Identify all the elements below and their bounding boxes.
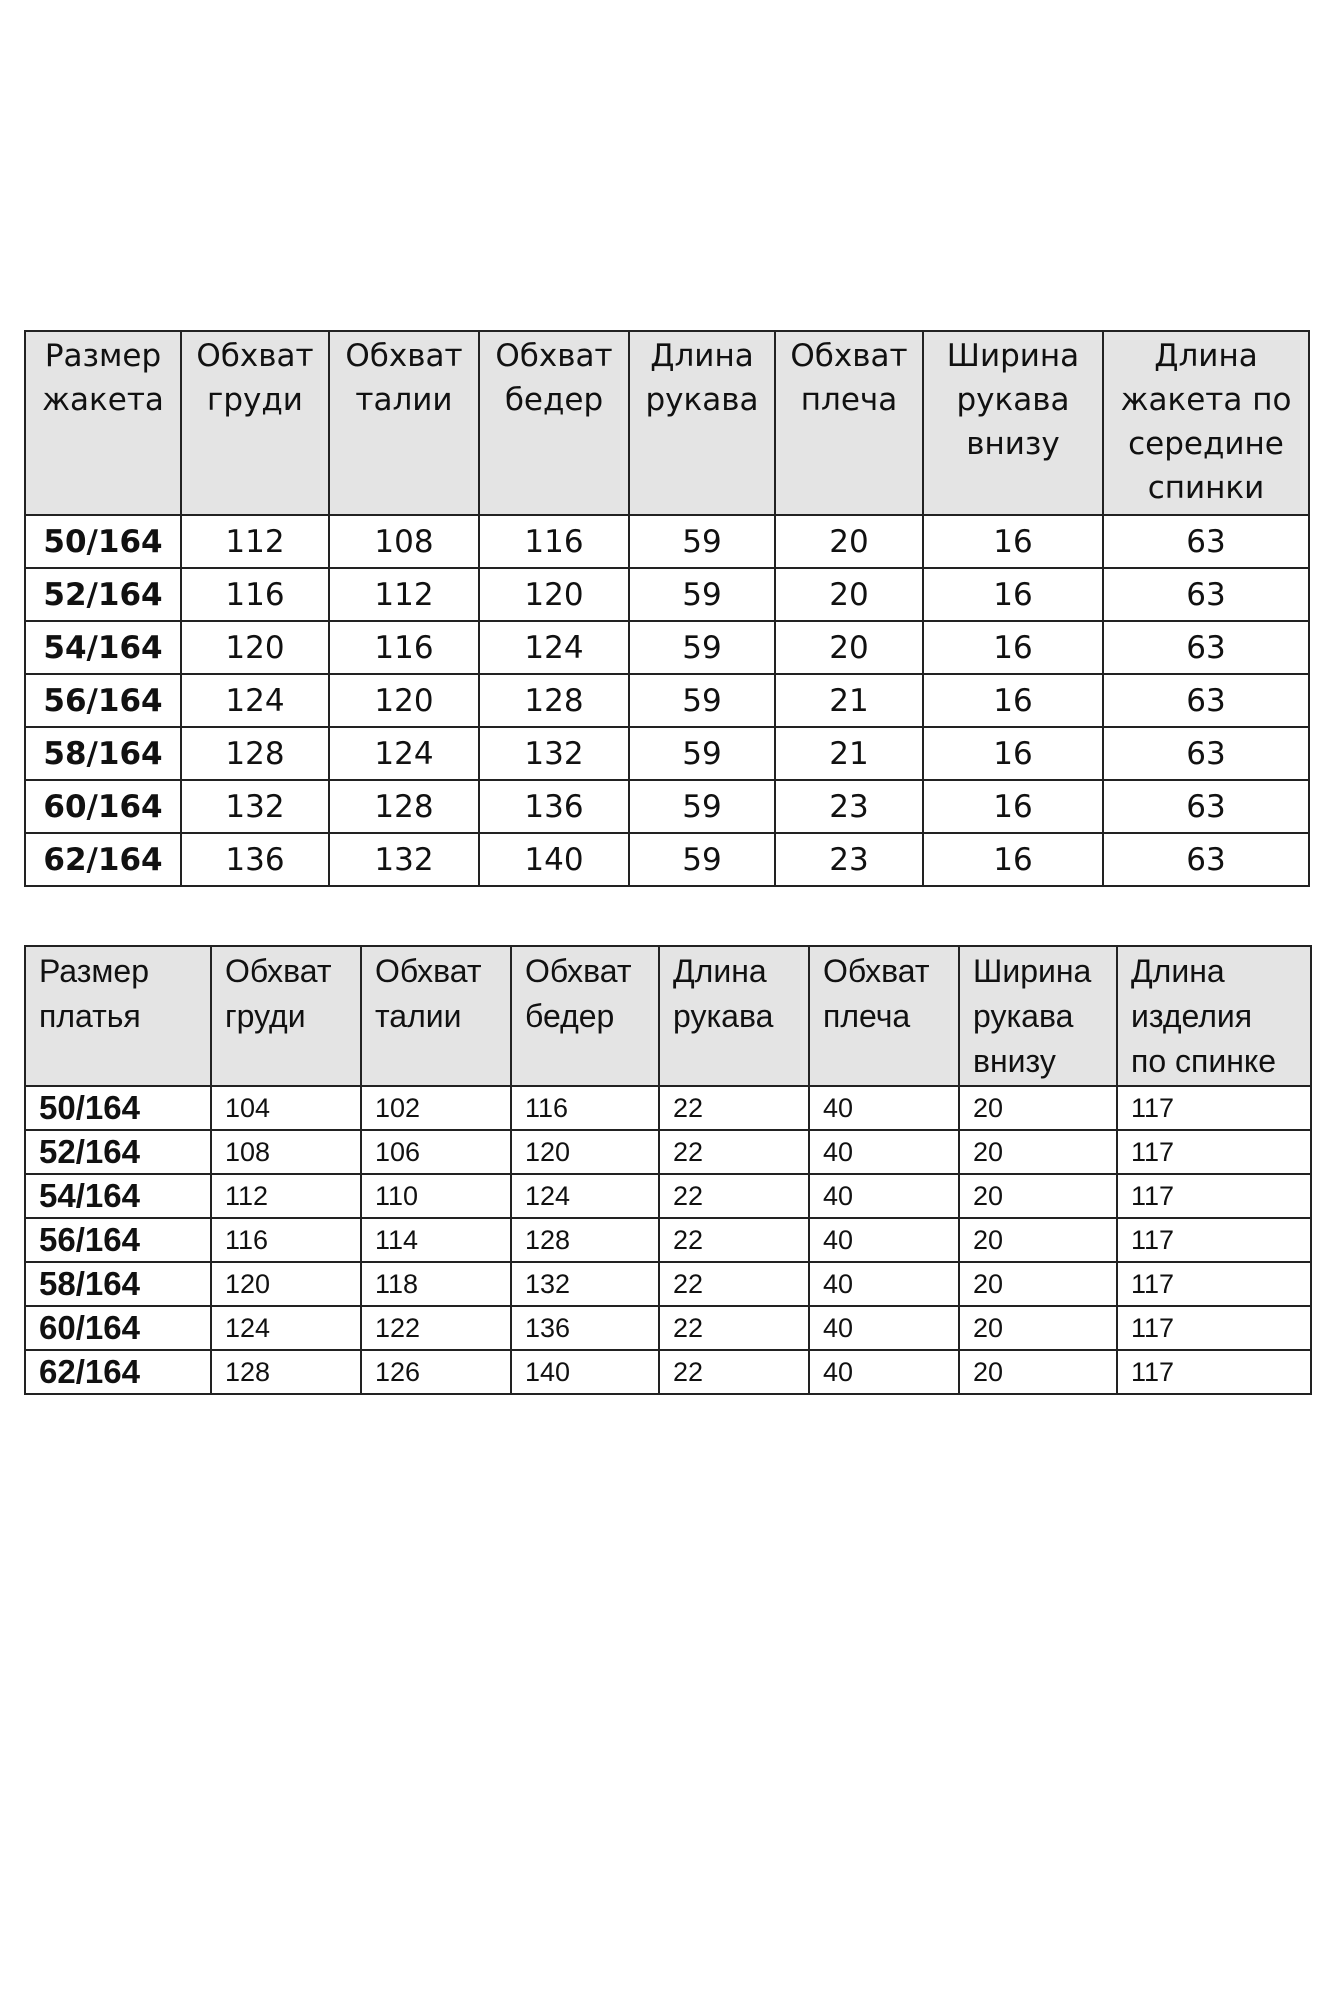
measurement-cell: 63: [1103, 780, 1309, 833]
column-header-text: внизу: [973, 1043, 1056, 1079]
measurement-cell: 112: [211, 1174, 361, 1218]
column-header: [809, 946, 959, 1086]
column-header-text: талии: [355, 382, 453, 418]
size-cell: 58/164: [25, 1262, 211, 1306]
column-header-text: плеча: [823, 998, 911, 1034]
measurement-cell: 117: [1117, 1130, 1311, 1174]
column-header: [511, 946, 659, 1086]
column-header: [1117, 946, 1311, 1086]
measurement-cell: 63: [1103, 568, 1309, 621]
measurement-cell: 59: [629, 621, 775, 674]
table-row: [25, 1306, 1311, 1350]
column-header-text: Размер: [44, 338, 162, 374]
measurement-cell: 22: [659, 1174, 809, 1218]
measurement-cell: 20: [959, 1262, 1117, 1306]
table-row: [25, 1086, 1311, 1130]
measurement-cell: 136: [181, 833, 329, 886]
table-row: [25, 1350, 1311, 1394]
measurement-cell: 116: [211, 1218, 361, 1262]
column-header-text: Обхват: [375, 953, 482, 989]
measurement-cell: 106: [361, 1130, 511, 1174]
column-header-text: рукава: [973, 998, 1074, 1034]
measurement-cell: 112: [181, 515, 329, 568]
measurement-cell: 128: [511, 1218, 659, 1262]
column-header-text: Обхват: [196, 338, 314, 374]
table-row: [25, 833, 1309, 886]
measurement-cell: 102: [361, 1086, 511, 1130]
measurement-cell: 21: [775, 727, 923, 780]
column-header-text: рукава: [645, 382, 759, 418]
measurement-cell: 132: [329, 833, 479, 886]
column-header-text: Ширина: [946, 338, 1080, 374]
measurement-cell: 116: [511, 1086, 659, 1130]
measurement-cell: 22: [659, 1306, 809, 1350]
column-header: [923, 331, 1103, 515]
measurement-cell: 59: [629, 833, 775, 886]
column-header: [775, 331, 923, 515]
table-row: [25, 727, 1309, 780]
measurement-cell: 122: [361, 1306, 511, 1350]
size-cell: 58/164: [25, 727, 181, 780]
measurement-cell: 132: [511, 1262, 659, 1306]
table-row: [25, 1262, 1311, 1306]
measurement-cell: 116: [329, 621, 479, 674]
column-header-text: Размер: [39, 953, 149, 989]
measurement-cell: 117: [1117, 1086, 1311, 1130]
column-header-text: груди: [207, 382, 303, 418]
measurement-cell: 23: [775, 780, 923, 833]
size-cell: 52/164: [25, 1130, 211, 1174]
column-header-text: бедер: [525, 998, 615, 1034]
measurement-cell: 20: [959, 1086, 1117, 1130]
table-row: [25, 1174, 1311, 1218]
column-header: [329, 331, 479, 515]
column-header-text: талии: [375, 998, 462, 1034]
measurement-cell: 59: [629, 780, 775, 833]
column-header-text: Обхват: [495, 338, 613, 374]
size-cell: 62/164: [25, 833, 181, 886]
measurement-cell: 63: [1103, 515, 1309, 568]
column-header-text: внизу: [966, 426, 1060, 462]
table-row: [25, 1130, 1311, 1174]
measurement-cell: 40: [809, 1262, 959, 1306]
column-header: [629, 331, 775, 515]
size-cell: 60/164: [25, 1306, 211, 1350]
column-header-text: спинки: [1147, 470, 1265, 506]
table-body: [25, 515, 1309, 886]
column-header-text: рукава: [673, 998, 774, 1034]
measurement-cell: 16: [923, 515, 1103, 568]
column-header: [25, 946, 211, 1086]
column-header: [1103, 331, 1309, 515]
measurement-cell: 16: [923, 568, 1103, 621]
measurement-cell: 120: [329, 674, 479, 727]
column-header-text: изделия: [1131, 998, 1253, 1034]
column-header-text: Длина: [1154, 338, 1258, 374]
measurement-cell: 126: [361, 1350, 511, 1394]
measurement-cell: 128: [479, 674, 629, 727]
column-header-text: бедер: [504, 382, 604, 418]
column-header: [659, 946, 809, 1086]
measurement-cell: 140: [479, 833, 629, 886]
size-cell: 50/164: [25, 515, 181, 568]
measurement-cell: 116: [181, 568, 329, 621]
measurement-cell: 117: [1117, 1306, 1311, 1350]
measurement-cell: 22: [659, 1130, 809, 1174]
measurement-cell: 22: [659, 1350, 809, 1394]
measurement-cell: 112: [329, 568, 479, 621]
measurement-cell: 63: [1103, 727, 1309, 780]
measurement-cell: 124: [211, 1306, 361, 1350]
measurement-cell: 114: [361, 1218, 511, 1262]
column-header: [181, 331, 329, 515]
measurement-cell: 63: [1103, 674, 1309, 727]
measurement-cell: 40: [809, 1086, 959, 1130]
size-cell: 60/164: [25, 780, 181, 833]
table-row: [25, 674, 1309, 727]
column-header-text: Длина: [1131, 953, 1225, 989]
measurement-cell: 128: [211, 1350, 361, 1394]
measurement-cell: 23: [775, 833, 923, 886]
measurement-cell: 108: [329, 515, 479, 568]
measurement-cell: 40: [809, 1130, 959, 1174]
column-header-text: Обхват: [345, 338, 463, 374]
measurement-cell: 104: [211, 1086, 361, 1130]
measurement-cell: 22: [659, 1262, 809, 1306]
measurement-cell: 110: [361, 1174, 511, 1218]
measurement-cell: 120: [511, 1130, 659, 1174]
measurement-cell: 20: [775, 568, 923, 621]
measurement-cell: 120: [211, 1262, 361, 1306]
measurement-cell: 117: [1117, 1218, 1311, 1262]
measurement-cell: 59: [629, 674, 775, 727]
column-header-text: по спинке: [1131, 1043, 1277, 1079]
measurement-cell: 20: [775, 621, 923, 674]
measurement-cell: 16: [923, 727, 1103, 780]
column-header-text: жакета: [42, 382, 164, 418]
jacket-size-table: [24, 330, 1310, 887]
measurement-cell: 20: [959, 1130, 1117, 1174]
column-header-text: плеча: [800, 382, 898, 418]
column-header-text: Длина: [673, 953, 767, 989]
column-header-text: Длина: [650, 338, 754, 374]
measurement-cell: 40: [809, 1174, 959, 1218]
measurement-cell: 118: [361, 1262, 511, 1306]
measurement-cell: 140: [511, 1350, 659, 1394]
measurement-cell: 117: [1117, 1350, 1311, 1394]
measurement-cell: 128: [181, 727, 329, 780]
measurement-cell: 16: [923, 674, 1103, 727]
table-row: [25, 621, 1309, 674]
table-row: [25, 515, 1309, 568]
measurement-cell: 40: [809, 1306, 959, 1350]
measurement-cell: 124: [329, 727, 479, 780]
column-header-text: Обхват: [525, 953, 632, 989]
size-cell: 54/164: [25, 1174, 211, 1218]
measurement-cell: 63: [1103, 833, 1309, 886]
measurement-cell: 124: [479, 621, 629, 674]
measurement-cell: 117: [1117, 1262, 1311, 1306]
column-header-text: платья: [39, 998, 141, 1034]
measurement-cell: 20: [959, 1218, 1117, 1262]
column-header-text: Обхват: [225, 953, 332, 989]
measurement-cell: 63: [1103, 621, 1309, 674]
measurement-cell: 16: [923, 833, 1103, 886]
measurement-cell: 120: [181, 621, 329, 674]
measurement-cell: 124: [511, 1174, 659, 1218]
column-header: [25, 331, 181, 515]
column-header: [479, 331, 629, 515]
column-header: [211, 946, 361, 1086]
measurement-cell: 120: [479, 568, 629, 621]
table-header-row: [25, 331, 1309, 515]
column-header: [361, 946, 511, 1086]
measurement-cell: 116: [479, 515, 629, 568]
column-header-text: Обхват: [790, 338, 908, 374]
column-header-text: середине: [1128, 426, 1284, 462]
measurement-cell: 132: [181, 780, 329, 833]
measurement-cell: 136: [511, 1306, 659, 1350]
measurement-cell: 136: [479, 780, 629, 833]
measurement-cell: 59: [629, 568, 775, 621]
size-cell: 50/164: [25, 1086, 211, 1130]
measurement-cell: 40: [809, 1218, 959, 1262]
measurement-cell: 128: [329, 780, 479, 833]
column-header-text: Ширина: [973, 953, 1092, 989]
size-cell: 52/164: [25, 568, 181, 621]
column-header: [959, 946, 1117, 1086]
measurement-cell: 20: [959, 1350, 1117, 1394]
measurement-cell: 22: [659, 1218, 809, 1262]
table-row: [25, 780, 1309, 833]
measurement-cell: 117: [1117, 1174, 1311, 1218]
measurement-cell: 132: [479, 727, 629, 780]
measurement-cell: 16: [923, 621, 1103, 674]
measurement-cell: 59: [629, 515, 775, 568]
column-header-text: рукава: [956, 382, 1070, 418]
table-header-row: [25, 946, 1311, 1086]
table-row: [25, 1218, 1311, 1262]
measurement-cell: 20: [959, 1306, 1117, 1350]
size-cell: 56/164: [25, 674, 181, 727]
column-header-text: жакета по: [1120, 382, 1292, 418]
measurement-cell: 22: [659, 1086, 809, 1130]
measurement-cell: 21: [775, 674, 923, 727]
table-body: [25, 1086, 1311, 1394]
measurement-cell: 124: [181, 674, 329, 727]
column-header-text: груди: [225, 998, 306, 1034]
measurement-cell: 20: [959, 1174, 1117, 1218]
measurement-cell: 16: [923, 780, 1103, 833]
measurement-cell: 40: [809, 1350, 959, 1394]
measurement-cell: 59: [629, 727, 775, 780]
column-header-text: Обхват: [823, 953, 930, 989]
size-cell: 56/164: [25, 1218, 211, 1262]
dress-size-table: [24, 945, 1312, 1395]
measurement-cell: 20: [775, 515, 923, 568]
measurement-cell: 108: [211, 1130, 361, 1174]
table-row: [25, 568, 1309, 621]
size-cell: 54/164: [25, 621, 181, 674]
size-cell: 62/164: [25, 1350, 211, 1394]
